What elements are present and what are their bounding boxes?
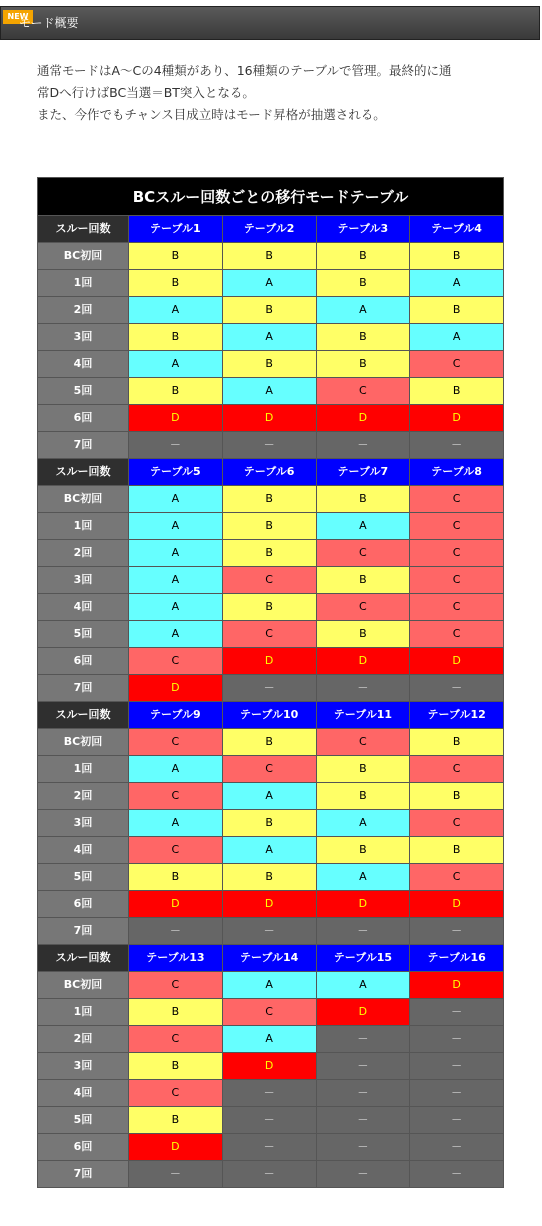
mode-cell: D <box>222 891 316 918</box>
mode-cell: B <box>222 594 316 621</box>
mode-cell: B <box>222 243 316 270</box>
table-row <box>38 594 504 621</box>
row-label: 6回 <box>38 1134 129 1161</box>
label-header: スルー回数 <box>38 459 129 486</box>
table-row <box>38 1026 504 1053</box>
row-label: 1回 <box>38 999 129 1026</box>
table-column-header: テーブル7 <box>316 459 410 486</box>
mode-cell: C <box>410 756 504 783</box>
mode-cell: C <box>222 756 316 783</box>
row-label: 2回 <box>38 1026 129 1053</box>
table-column-header: テーブル11 <box>316 702 410 729</box>
row-label: 3回 <box>38 810 129 837</box>
mode-cell: A <box>129 351 223 378</box>
mode-cell: B <box>222 297 316 324</box>
table-column-header: テーブル4 <box>410 216 504 243</box>
mode-cell: B <box>410 243 504 270</box>
mode-cell: C <box>410 351 504 378</box>
mode-cell: B <box>316 324 410 351</box>
table-row <box>38 513 504 540</box>
table-column-header: テーブル13 <box>129 945 223 972</box>
row-label: 4回 <box>38 1080 129 1107</box>
mode-cell: B <box>222 864 316 891</box>
mode-cell: B <box>129 270 223 297</box>
mode-cell: A <box>222 324 316 351</box>
mode-cell: D <box>129 405 223 432</box>
mode-cell: B <box>222 810 316 837</box>
mode-cell: － <box>316 432 410 459</box>
mode-cell: A <box>222 270 316 297</box>
mode-cell: D <box>410 891 504 918</box>
row-label: BC初回 <box>38 243 129 270</box>
mode-cell: B <box>222 540 316 567</box>
mode-cell: C <box>316 378 410 405</box>
mode-cell: A <box>129 756 223 783</box>
mode-cell: B <box>316 486 410 513</box>
mode-cell: D <box>316 999 410 1026</box>
mode-cell: B <box>129 324 223 351</box>
mode-cell: D <box>222 648 316 675</box>
mode-cell: B <box>316 351 410 378</box>
table-row <box>38 648 504 675</box>
table-column-header: テーブル5 <box>129 459 223 486</box>
intro-text: 通常モードはA〜Cの4種類があり、16種類のテーブルで管理。最終的に通 常Dへ行けばBC当選＝BT突入となる。 また、今作でもチャンス目成立時はモード昇格が抽選される。 <box>37 63 452 122</box>
mode-cell: C <box>129 972 223 999</box>
mode-cell: B <box>316 567 410 594</box>
mode-cell: － <box>129 1161 223 1188</box>
mode-cell: C <box>410 567 504 594</box>
row-label: 5回 <box>38 864 129 891</box>
mode-cell: C <box>222 567 316 594</box>
table-row <box>38 432 504 459</box>
table-row <box>38 324 504 351</box>
mode-cell: A <box>316 810 410 837</box>
table-row <box>38 351 504 378</box>
table-caption: BCスルー回数ごとの移行モードテーブル <box>38 178 504 216</box>
mode-cell: － <box>316 1053 410 1080</box>
mode-cell: A <box>316 972 410 999</box>
mode-cell: A <box>129 297 223 324</box>
mode-cell: B <box>129 864 223 891</box>
mode-cell: － <box>410 675 504 702</box>
mode-cell: D <box>410 648 504 675</box>
mode-cell: B <box>316 621 410 648</box>
table-row <box>38 540 504 567</box>
table-column-header: テーブル16 <box>410 945 504 972</box>
mode-cell: C <box>410 540 504 567</box>
mode-cell: C <box>129 729 223 756</box>
mode-cell: － <box>316 1026 410 1053</box>
row-label: 4回 <box>38 837 129 864</box>
row-label: 5回 <box>38 378 129 405</box>
row-label: 1回 <box>38 513 129 540</box>
mode-cell: － <box>410 1134 504 1161</box>
mode-cell: － <box>129 432 223 459</box>
row-label: 5回 <box>38 621 129 648</box>
row-label: 7回 <box>38 432 129 459</box>
mode-cell: B <box>222 351 316 378</box>
table-row <box>38 297 504 324</box>
mode-cell: － <box>410 432 504 459</box>
table-row <box>38 486 504 513</box>
table-column-header: テーブル2 <box>222 216 316 243</box>
mode-cell: A <box>222 837 316 864</box>
table-header-row <box>38 216 504 243</box>
mode-cell: B <box>316 243 410 270</box>
mode-cell: － <box>316 1134 410 1161</box>
mode-cell: － <box>222 1161 316 1188</box>
row-label: 1回 <box>38 270 129 297</box>
mode-transition-table <box>37 177 504 1188</box>
mode-cell: A <box>222 972 316 999</box>
mode-cell: A <box>222 378 316 405</box>
table-row <box>38 864 504 891</box>
table-column-header: テーブル6 <box>222 459 316 486</box>
row-label: 3回 <box>38 567 129 594</box>
mode-cell: A <box>129 594 223 621</box>
mode-cell: C <box>129 1026 223 1053</box>
row-label: 6回 <box>38 891 129 918</box>
mode-cell: A <box>129 486 223 513</box>
row-label: 3回 <box>38 1053 129 1080</box>
table-header-row <box>38 702 504 729</box>
mode-cell: － <box>410 999 504 1026</box>
row-label: 2回 <box>38 297 129 324</box>
mode-cell: C <box>129 783 223 810</box>
mode-cell: B <box>222 486 316 513</box>
mode-cell: D <box>129 1134 223 1161</box>
table-row <box>38 1107 504 1134</box>
table-row <box>38 243 504 270</box>
section-header <box>0 6 540 40</box>
mode-cell: B <box>222 513 316 540</box>
mode-cell: C <box>129 648 223 675</box>
row-label: BC初回 <box>38 972 129 999</box>
row-label: 6回 <box>38 648 129 675</box>
mode-cell: B <box>129 1053 223 1080</box>
table-row <box>38 972 504 999</box>
mode-cell: C <box>129 837 223 864</box>
mode-cell: A <box>222 1026 316 1053</box>
mode-cell: C <box>316 594 410 621</box>
mode-cell: A <box>222 783 316 810</box>
row-label: 3回 <box>38 324 129 351</box>
table-row <box>38 270 504 297</box>
table-row <box>38 783 504 810</box>
mode-cell: － <box>222 675 316 702</box>
mode-cell: D <box>316 891 410 918</box>
table-column-header: テーブル9 <box>129 702 223 729</box>
table-row <box>38 1080 504 1107</box>
row-label: 2回 <box>38 540 129 567</box>
mode-cell: B <box>316 756 410 783</box>
table-header-row <box>38 945 504 972</box>
table-row <box>38 675 504 702</box>
mode-cell: C <box>410 864 504 891</box>
mode-cell: D <box>222 405 316 432</box>
table-row <box>38 756 504 783</box>
mode-cell: － <box>410 1107 504 1134</box>
row-label: 7回 <box>38 918 129 945</box>
table-row <box>38 918 504 945</box>
table-column-header: テーブル3 <box>316 216 410 243</box>
mode-cell: C <box>410 594 504 621</box>
mode-cell: B <box>410 378 504 405</box>
mode-cell: － <box>410 1080 504 1107</box>
mode-cell: A <box>316 513 410 540</box>
mode-cell: B <box>410 297 504 324</box>
table-column-header: テーブル14 <box>222 945 316 972</box>
mode-cell: A <box>129 540 223 567</box>
row-label: 4回 <box>38 594 129 621</box>
mode-cell: － <box>222 1080 316 1107</box>
mode-cell: D <box>316 405 410 432</box>
mode-cell: D <box>316 648 410 675</box>
mode-cell: － <box>222 432 316 459</box>
mode-cell: B <box>129 378 223 405</box>
mode-cell: A <box>410 324 504 351</box>
mode-cell: － <box>222 1107 316 1134</box>
mode-cell: C <box>410 621 504 648</box>
table-row <box>38 378 504 405</box>
table-row <box>38 837 504 864</box>
mode-cell: B <box>129 1107 223 1134</box>
mode-cell: － <box>410 1026 504 1053</box>
table-header-row <box>38 459 504 486</box>
row-label: 2回 <box>38 783 129 810</box>
mode-cell: C <box>316 540 410 567</box>
mode-cell: － <box>410 1161 504 1188</box>
mode-cell: C <box>222 621 316 648</box>
mode-cell: B <box>222 729 316 756</box>
table-column-header: テーブル10 <box>222 702 316 729</box>
section-title: モード概要 <box>19 16 79 30</box>
mode-cell: － <box>316 675 410 702</box>
row-label: 7回 <box>38 1161 129 1188</box>
mode-cell: － <box>129 918 223 945</box>
mode-cell: A <box>129 810 223 837</box>
mode-cell: A <box>316 297 410 324</box>
new-badge: NEW <box>3 10 33 24</box>
row-label: 5回 <box>38 1107 129 1134</box>
row-label: 7回 <box>38 675 129 702</box>
mode-cell: D <box>222 1053 316 1080</box>
mode-cell: A <box>129 621 223 648</box>
mode-cell: － <box>410 918 504 945</box>
table-row <box>38 999 504 1026</box>
mode-cell: － <box>316 1080 410 1107</box>
mode-cell: － <box>222 918 316 945</box>
mode-cell: B <box>410 837 504 864</box>
label-header: スルー回数 <box>38 216 129 243</box>
label-header: スルー回数 <box>38 702 129 729</box>
mode-cell: D <box>410 972 504 999</box>
table-row <box>38 891 504 918</box>
mode-cell: D <box>129 675 223 702</box>
mode-cell: C <box>410 486 504 513</box>
table-row <box>38 729 504 756</box>
table-column-header: テーブル8 <box>410 459 504 486</box>
table-row <box>38 1134 504 1161</box>
table-caption-row <box>38 178 504 216</box>
mode-cell: B <box>129 999 223 1026</box>
table-row <box>38 405 504 432</box>
mode-cell: C <box>222 999 316 1026</box>
mode-cell: B <box>410 783 504 810</box>
mode-cell: － <box>222 1134 316 1161</box>
mode-cell: C <box>410 513 504 540</box>
mode-cell: C <box>129 1080 223 1107</box>
table-row <box>38 567 504 594</box>
table-column-header: テーブル1 <box>129 216 223 243</box>
mode-cell: A <box>129 567 223 594</box>
mode-cell: D <box>410 405 504 432</box>
table-row <box>38 1053 504 1080</box>
row-label: BC初回 <box>38 486 129 513</box>
mode-cell: － <box>316 1107 410 1134</box>
mode-cell: － <box>316 918 410 945</box>
mode-cell: D <box>129 891 223 918</box>
mode-cell: B <box>316 783 410 810</box>
mode-cell: B <box>316 270 410 297</box>
mode-cell: A <box>129 513 223 540</box>
row-label: BC初回 <box>38 729 129 756</box>
table-row <box>38 810 504 837</box>
mode-cell: A <box>316 864 410 891</box>
mode-cell: － <box>410 1053 504 1080</box>
mode-cell: C <box>316 729 410 756</box>
row-label: 6回 <box>38 405 129 432</box>
mode-cell: A <box>410 270 504 297</box>
table-column-header: テーブル15 <box>316 945 410 972</box>
mode-cell: B <box>316 837 410 864</box>
mode-cell: B <box>129 243 223 270</box>
mode-cell: C <box>410 810 504 837</box>
label-header: スルー回数 <box>38 945 129 972</box>
table-row <box>38 621 504 648</box>
mode-cell: B <box>410 729 504 756</box>
row-label: 1回 <box>38 756 129 783</box>
table-row <box>38 1161 504 1188</box>
mode-cell: － <box>316 1161 410 1188</box>
table-column-header: テーブル12 <box>410 702 504 729</box>
row-label: 4回 <box>38 351 129 378</box>
